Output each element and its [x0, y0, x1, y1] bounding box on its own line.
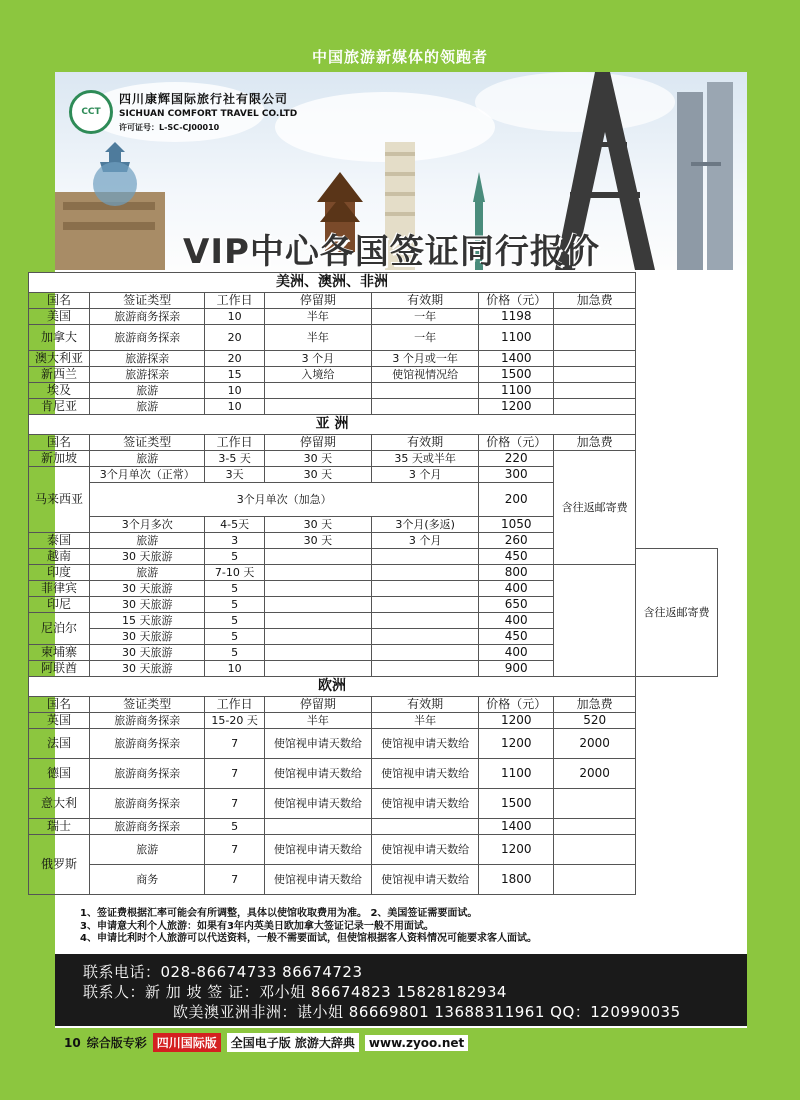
table-cell: [372, 597, 479, 613]
table-cell: 肯尼亚: [29, 399, 90, 415]
table-cell: 旅游: [90, 565, 205, 581]
table-cell: 1400: [479, 351, 554, 367]
table-cell: [554, 309, 636, 325]
footer-section: 综合版专彩: [86, 1036, 147, 1050]
table-cell: [264, 581, 371, 597]
table-cell: 1100: [479, 325, 554, 351]
table-row: [29, 645, 718, 661]
table-cell: 30 天: [264, 533, 371, 549]
table-cell: 3个月单次（加急）: [90, 483, 479, 517]
table-cell: 意大利: [29, 789, 90, 819]
table-cell: 半年: [372, 713, 479, 729]
table-cell: 使馆视申请天数给: [264, 865, 371, 895]
table-cell: 220: [479, 451, 554, 467]
table-row: [29, 383, 718, 399]
table-cell: 法国: [29, 729, 90, 759]
column-header: 停留期: [264, 293, 371, 309]
table-cell: [554, 789, 636, 819]
table-cell: [554, 819, 636, 835]
column-header: 停留期: [264, 435, 371, 451]
table-cell: 1200: [479, 729, 554, 759]
table-cell: [372, 399, 479, 415]
table-cell: [264, 819, 371, 835]
table-cell: 3天: [205, 467, 264, 483]
footer-tag: 四川国际版: [153, 1033, 221, 1052]
table-cell: 新加坡: [29, 451, 90, 467]
table-cell: 使馆视申请天数给: [372, 865, 479, 895]
table-cell: 旅游商务探亲: [90, 759, 205, 789]
table-cell: 使馆视情况给: [372, 367, 479, 383]
table-cell: 瑞士: [29, 819, 90, 835]
table-cell: 20: [205, 325, 264, 351]
company-name-cn: 四川康辉国际旅行社有限公司: [119, 92, 289, 106]
contact-panel: [55, 954, 747, 1026]
table-cell: 7: [205, 789, 264, 819]
column-header: 工作日: [205, 293, 264, 309]
table-cell: 5: [205, 613, 264, 629]
table-cell: 1198: [479, 309, 554, 325]
column-header: 签证类型: [90, 293, 205, 309]
table-row: [29, 613, 718, 629]
contact-other-regions: 欧美澳亚洲非洲：谌小姐 86669801 13688311961 QQ：120990035: [173, 1003, 681, 1021]
extra-fee-note: 含往返邮寄费: [554, 451, 636, 565]
table-cell: 旅游商务探亲: [90, 729, 205, 759]
table-row: [29, 819, 718, 835]
table-cell: 30 天旅游: [90, 581, 205, 597]
table-cell: 400: [479, 645, 554, 661]
table-cell: 2000: [554, 759, 636, 789]
table-cell: 菲律宾: [29, 581, 90, 597]
table-cell: 5: [205, 819, 264, 835]
table-cell: [264, 613, 371, 629]
banner: [55, 72, 747, 270]
table-cell: [372, 581, 479, 597]
table-cell: 7: [205, 759, 264, 789]
column-header-row: [29, 293, 718, 309]
column-header-row: [29, 435, 718, 451]
table-row: [29, 789, 718, 819]
table-cell: [372, 629, 479, 645]
column-header: 国名: [29, 435, 90, 451]
table-cell: [372, 819, 479, 835]
table-cell: 15: [205, 367, 264, 383]
table-row: [29, 713, 718, 729]
table-cell: [264, 645, 371, 661]
footer-edition: 全国电子版 旅游大辞典: [227, 1033, 359, 1052]
table-cell: 1200: [479, 835, 554, 865]
column-header: 停留期: [264, 697, 371, 713]
table-cell: 7: [205, 865, 264, 895]
table-cell: 旅游商务探亲: [90, 309, 205, 325]
table-cell: 300: [479, 467, 554, 483]
table-cell: 35 天或半年: [372, 451, 479, 467]
table-cell: 15-20 天: [205, 713, 264, 729]
contact-singapore: 联系人：新 加 坡 签 证：邓小姐 86674823 15828182934: [83, 983, 507, 1001]
table-row: [29, 325, 718, 351]
table-cell: 3个月多次: [90, 517, 205, 533]
table-cell: 1400: [479, 819, 554, 835]
table-cell: 1200: [479, 399, 554, 415]
table-cell: 30 天: [264, 517, 371, 533]
column-header: 价格（元）: [479, 293, 554, 309]
table-cell: 澳大利亚: [29, 351, 90, 367]
table-cell: [554, 325, 636, 351]
column-header: 有效期: [372, 435, 479, 451]
table-cell: 旅游: [90, 835, 205, 865]
table-cell: [372, 383, 479, 399]
table-cell: 1200: [479, 713, 554, 729]
column-header: 有效期: [372, 697, 479, 713]
section-header-row: [29, 677, 718, 697]
table-cell: [264, 597, 371, 613]
table-cell: 5: [205, 645, 264, 661]
table-cell: 加拿大: [29, 325, 90, 351]
column-header: 价格（元）: [479, 435, 554, 451]
table-cell: 10: [205, 383, 264, 399]
table-cell: 印度: [29, 565, 90, 581]
table-cell: 旅游: [90, 451, 205, 467]
table-row: [29, 309, 718, 325]
table-cell: [372, 549, 479, 565]
footer: [64, 1033, 468, 1052]
table-cell: 使馆视申请天数给: [264, 789, 371, 819]
table-row: [29, 629, 718, 645]
company-name-en: SICHUAN COMFORT TRAVEL CO.LTD: [119, 109, 298, 119]
table-cell: 美国: [29, 309, 90, 325]
table-cell: [554, 835, 636, 865]
table-cell: 一年: [372, 325, 479, 351]
column-header: 国名: [29, 697, 90, 713]
table-cell: 阿联酋: [29, 661, 90, 677]
table-cell: 旅游: [90, 383, 205, 399]
table-cell: 埃及: [29, 383, 90, 399]
note-line: 3、申请意大利个人旅游：如果有3年内英美日欧加拿大签证记录一般不用面试。: [80, 920, 434, 932]
table-cell: 1050: [479, 517, 554, 533]
table-row: [29, 451, 718, 467]
table-cell: 10: [205, 661, 264, 677]
table-cell: 英国: [29, 713, 90, 729]
table-cell: [554, 865, 636, 895]
table-cell: 5: [205, 549, 264, 565]
notes: [80, 908, 780, 946]
table-cell: 使馆视申请天数给: [372, 789, 479, 819]
table-cell: 旅游商务探亲: [90, 789, 205, 819]
column-header: 有效期: [372, 293, 479, 309]
table-cell: [554, 399, 636, 415]
table-cell: 1100: [479, 383, 554, 399]
table-cell: 5: [205, 629, 264, 645]
column-header: 价格（元）: [479, 697, 554, 713]
top-slogan: 中国旅游新媒体的领跑者: [311, 48, 488, 66]
table-cell: 400: [479, 613, 554, 629]
table-cell: 1100: [479, 759, 554, 789]
table-cell: 260: [479, 533, 554, 549]
visa-price-table: [28, 272, 718, 895]
table-cell: [264, 565, 371, 581]
table-cell: 入境给: [264, 367, 371, 383]
section-title: 美洲、澳洲、非洲: [29, 273, 636, 293]
table-cell: 5: [205, 581, 264, 597]
table-cell: [264, 629, 371, 645]
table-cell: 3 个月或一年: [372, 351, 479, 367]
table-cell: 越南: [29, 549, 90, 565]
table-cell: 15 天旅游: [90, 613, 205, 629]
table-cell: 使馆视申请天数给: [372, 835, 479, 865]
table-cell: [264, 661, 371, 677]
table-cell: 半年: [264, 713, 371, 729]
section-title: 亚 洲: [29, 415, 636, 435]
table-cell: 200: [479, 483, 554, 517]
table-cell: 30 天旅游: [90, 629, 205, 645]
table-cell: [372, 613, 479, 629]
company-logo: CCT: [69, 90, 113, 134]
table-cell: 一年: [372, 309, 479, 325]
table-cell: 30 天: [264, 467, 371, 483]
table-cell: 30 天旅游: [90, 597, 205, 613]
table-cell: 30 天旅游: [90, 661, 205, 677]
section-header-row: [29, 273, 718, 293]
table-cell: 30 天旅游: [90, 645, 205, 661]
table-row: [29, 565, 718, 581]
page-title: VIP中心各国签证同行报价: [183, 232, 600, 270]
table-row: [29, 865, 718, 895]
table-cell: [264, 383, 371, 399]
note-line: 1、签证费根据汇率可能会有所调整，具体以使馆收取费用为准。 2、美国签证需要面试。: [80, 908, 478, 919]
table-cell: 800: [479, 565, 554, 581]
company-info: [119, 90, 297, 133]
table-cell: 印尼: [29, 597, 90, 613]
table-cell: 650: [479, 597, 554, 613]
section-header-row: [29, 415, 718, 435]
table-cell: [264, 549, 371, 565]
table-cell: 旅游商务探亲: [90, 713, 205, 729]
table-cell: [554, 351, 636, 367]
table-cell: 30 天旅游: [90, 549, 205, 565]
column-header: 加急费: [554, 697, 636, 713]
table-cell: 4-5天: [205, 517, 264, 533]
column-header: 加急费: [554, 293, 636, 309]
table-cell: 使馆视申请天数给: [372, 759, 479, 789]
note-line: 4、申请比利时个人旅游可以代送资料，一般不需要面试，但使馆根据客人资料情况可能要求客人面试。: [80, 933, 537, 944]
table-cell: 20: [205, 351, 264, 367]
table-cell: 3 个月: [372, 467, 479, 483]
table-cell: [264, 399, 371, 415]
table-row: [29, 759, 718, 789]
table-cell: 1500: [479, 789, 554, 819]
table-cell: 旅游探亲: [90, 351, 205, 367]
table-cell: 柬埔寨: [29, 645, 90, 661]
table-cell: 半年: [264, 309, 371, 325]
table-cell: 10: [205, 399, 264, 415]
table-cell: 10: [205, 309, 264, 325]
table-cell: [554, 383, 636, 399]
table-cell: 5: [205, 597, 264, 613]
column-header-row: [29, 697, 718, 713]
table-cell: 3-5 天: [205, 451, 264, 467]
table-cell: [554, 367, 636, 383]
table-cell: [372, 565, 479, 581]
table-cell: 1500: [479, 367, 554, 383]
table-cell: 使馆视申请天数给: [264, 835, 371, 865]
table-cell: 520: [554, 713, 636, 729]
table-cell: 旅游: [90, 399, 205, 415]
table-cell: 旅游: [90, 533, 205, 549]
section-title: 欧洲: [29, 677, 636, 697]
table-cell: 商务: [90, 865, 205, 895]
column-header: 国名: [29, 293, 90, 309]
table-cell: 使馆视申请天数给: [264, 729, 371, 759]
table-row: [29, 581, 718, 597]
table-cell: [372, 661, 479, 677]
table-row: [29, 351, 718, 367]
table-cell: 马来西亚: [29, 467, 90, 533]
table-cell: 旅游探亲: [90, 367, 205, 383]
table-row: [29, 399, 718, 415]
table-cell: 7: [205, 729, 264, 759]
table-row: [29, 729, 718, 759]
table-cell: 3个月(多返): [372, 517, 479, 533]
table-cell: 7: [205, 835, 264, 865]
table-cell: 德国: [29, 759, 90, 789]
footer-site[interactable]: www.zyoo.net: [365, 1035, 468, 1051]
table-cell: 使馆视申请天数给: [264, 759, 371, 789]
table-cell: 450: [479, 629, 554, 645]
column-header: 工作日: [205, 697, 264, 713]
license-number: 许可证号：L-SC-CJ00010: [119, 123, 220, 132]
table-cell: 半年: [264, 325, 371, 351]
table-cell: 旅游商务探亲: [90, 325, 205, 351]
column-header: 签证类型: [90, 435, 205, 451]
column-header: 签证类型: [90, 697, 205, 713]
table-cell: 3: [205, 533, 264, 549]
table-cell: 450: [479, 549, 554, 565]
table-cell: 3个月单次（正常）: [90, 467, 205, 483]
extra-fee-note: 含往返邮寄费: [636, 549, 718, 677]
table-cell: 30 天: [264, 451, 371, 467]
contact-phone: 联系电话：028-86674733 86674723: [83, 963, 363, 981]
table-row: [29, 597, 718, 613]
table-cell: 3 个月: [372, 533, 479, 549]
table-row: [29, 661, 718, 677]
table-cell: [372, 645, 479, 661]
column-header: 加急费: [554, 435, 636, 451]
table-cell: 400: [479, 581, 554, 597]
table-cell: 900: [479, 661, 554, 677]
table-cell: 使馆视申请天数给: [372, 729, 479, 759]
table-cell: 新西兰: [29, 367, 90, 383]
table-cell: 1800: [479, 865, 554, 895]
table-cell: 俄罗斯: [29, 835, 90, 895]
table-cell: 旅游商务探亲: [90, 819, 205, 835]
table-cell: 尼泊尔: [29, 613, 90, 645]
table-cell: 7-10 天: [205, 565, 264, 581]
column-header: 工作日: [205, 435, 264, 451]
table-cell: 泰国: [29, 533, 90, 549]
page-number: 10: [64, 1035, 81, 1050]
table-row: [29, 835, 718, 865]
table-cell: 3 个月: [264, 351, 371, 367]
table-cell: 2000: [554, 729, 636, 759]
table-row: [29, 367, 718, 383]
